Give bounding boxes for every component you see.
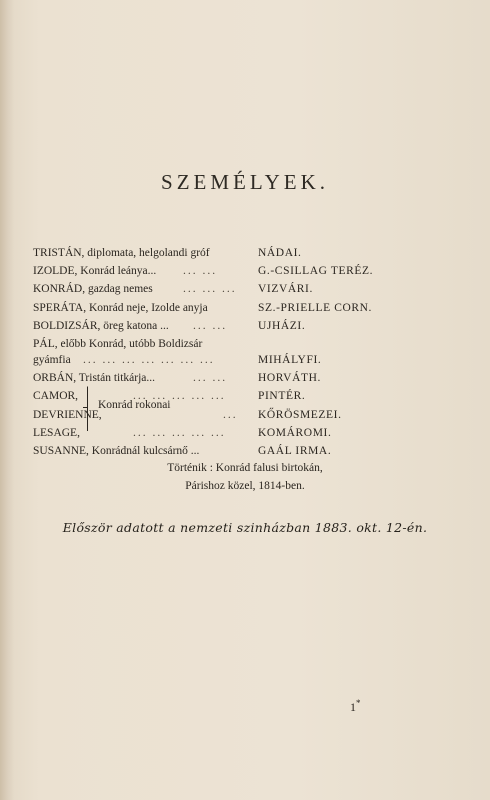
page-number-value: 1 — [350, 700, 356, 714]
setting-line-2: Párishoz közel, 1814-ben. — [185, 480, 305, 492]
cast-row-sperata — [33, 302, 473, 320]
actor-name: NÁDAI. — [258, 247, 302, 259]
setting-line-1: Történik : Konrád falusi birtokán, — [167, 462, 323, 474]
actor-name: KOMÁROMI. — [258, 426, 332, 439]
role-text: PÁL, előbb Konrád, utóbb Boldizsár — [33, 338, 203, 350]
actor-name: UJHÁZI. — [258, 319, 306, 332]
cast-row-lesage — [33, 427, 473, 445]
group-label: Konrád rokonai — [98, 399, 171, 411]
leader-dots: ... ... ... ... ... — [133, 390, 226, 403]
role-text: DEVRIENNE, — [33, 408, 102, 421]
actor-name: VIZVÁRI. — [258, 283, 313, 296]
role-text: CAMOR, — [33, 390, 79, 403]
role-text: SUSANNE, Konrádnál kulcsárnő ... — [33, 445, 200, 457]
role-text: KONRÁD, gazdag nemes — [33, 283, 153, 296]
cast-row-devrienne — [33, 409, 473, 427]
cast-row-boldizsar — [33, 320, 473, 338]
actor-name: KŐRÖSMEZEI. — [258, 408, 342, 421]
role-text: ORBÁN, Tristán titkárja... — [33, 372, 156, 385]
actor-name: PINTÉR. — [258, 390, 306, 403]
page-number-mark: * — [356, 698, 361, 708]
premiere-note: Először adatott a nemzeti szinházban 1883. okt. 12-én. — [62, 520, 428, 535]
leader-dots: ... ... ... ... ... — [133, 426, 226, 439]
actor-name: SZ.-PRIELLE CORN. — [258, 301, 373, 314]
leader-dots: ... ... ... — [183, 283, 237, 296]
cast-row-orban — [33, 372, 473, 390]
cast-row-susanne — [33, 445, 473, 463]
leader-dots: ... ... — [183, 265, 218, 278]
page-gutter — [0, 0, 14, 800]
role-text: BOLDIZSÁR, öreg katona ... — [33, 319, 169, 332]
cast-row-pal — [33, 338, 473, 354]
role-text: LESAGE, — [33, 426, 80, 439]
cast-row-izolde — [33, 265, 473, 283]
page-number — [350, 698, 361, 715]
actor-name: GAÁL IRMA. — [258, 445, 332, 457]
leader-dots: ... ... — [193, 372, 228, 385]
page-title: SZEMÉLYEK. — [161, 170, 329, 194]
grouping-brace — [87, 386, 94, 431]
role-text: IZOLDE, Konrád leánya... — [33, 265, 157, 278]
cast-row-konrad — [33, 283, 473, 301]
leader-dots: ... — [223, 408, 238, 421]
role-text: gyámfia — [33, 354, 71, 366]
actor-name: HORVÁTH. — [258, 372, 321, 385]
actor-name: MIHÁLYFI. — [258, 354, 322, 366]
actor-name: G.-CSILLAG TERÉZ. — [258, 265, 374, 278]
role-text: TRISTÁN, diplomata, helgolandi gróf — [33, 247, 210, 259]
leader-dots: ... ... ... ... ... ... ... — [83, 354, 215, 366]
role-text: SPERÁTA, Konrád neje, Izolde anyja — [33, 301, 208, 314]
grouping-brace-point — [83, 407, 88, 408]
cast-row-tristan — [33, 247, 473, 265]
leader-dots: ... ... — [193, 319, 228, 332]
cast-row-pal-cont — [33, 354, 473, 372]
